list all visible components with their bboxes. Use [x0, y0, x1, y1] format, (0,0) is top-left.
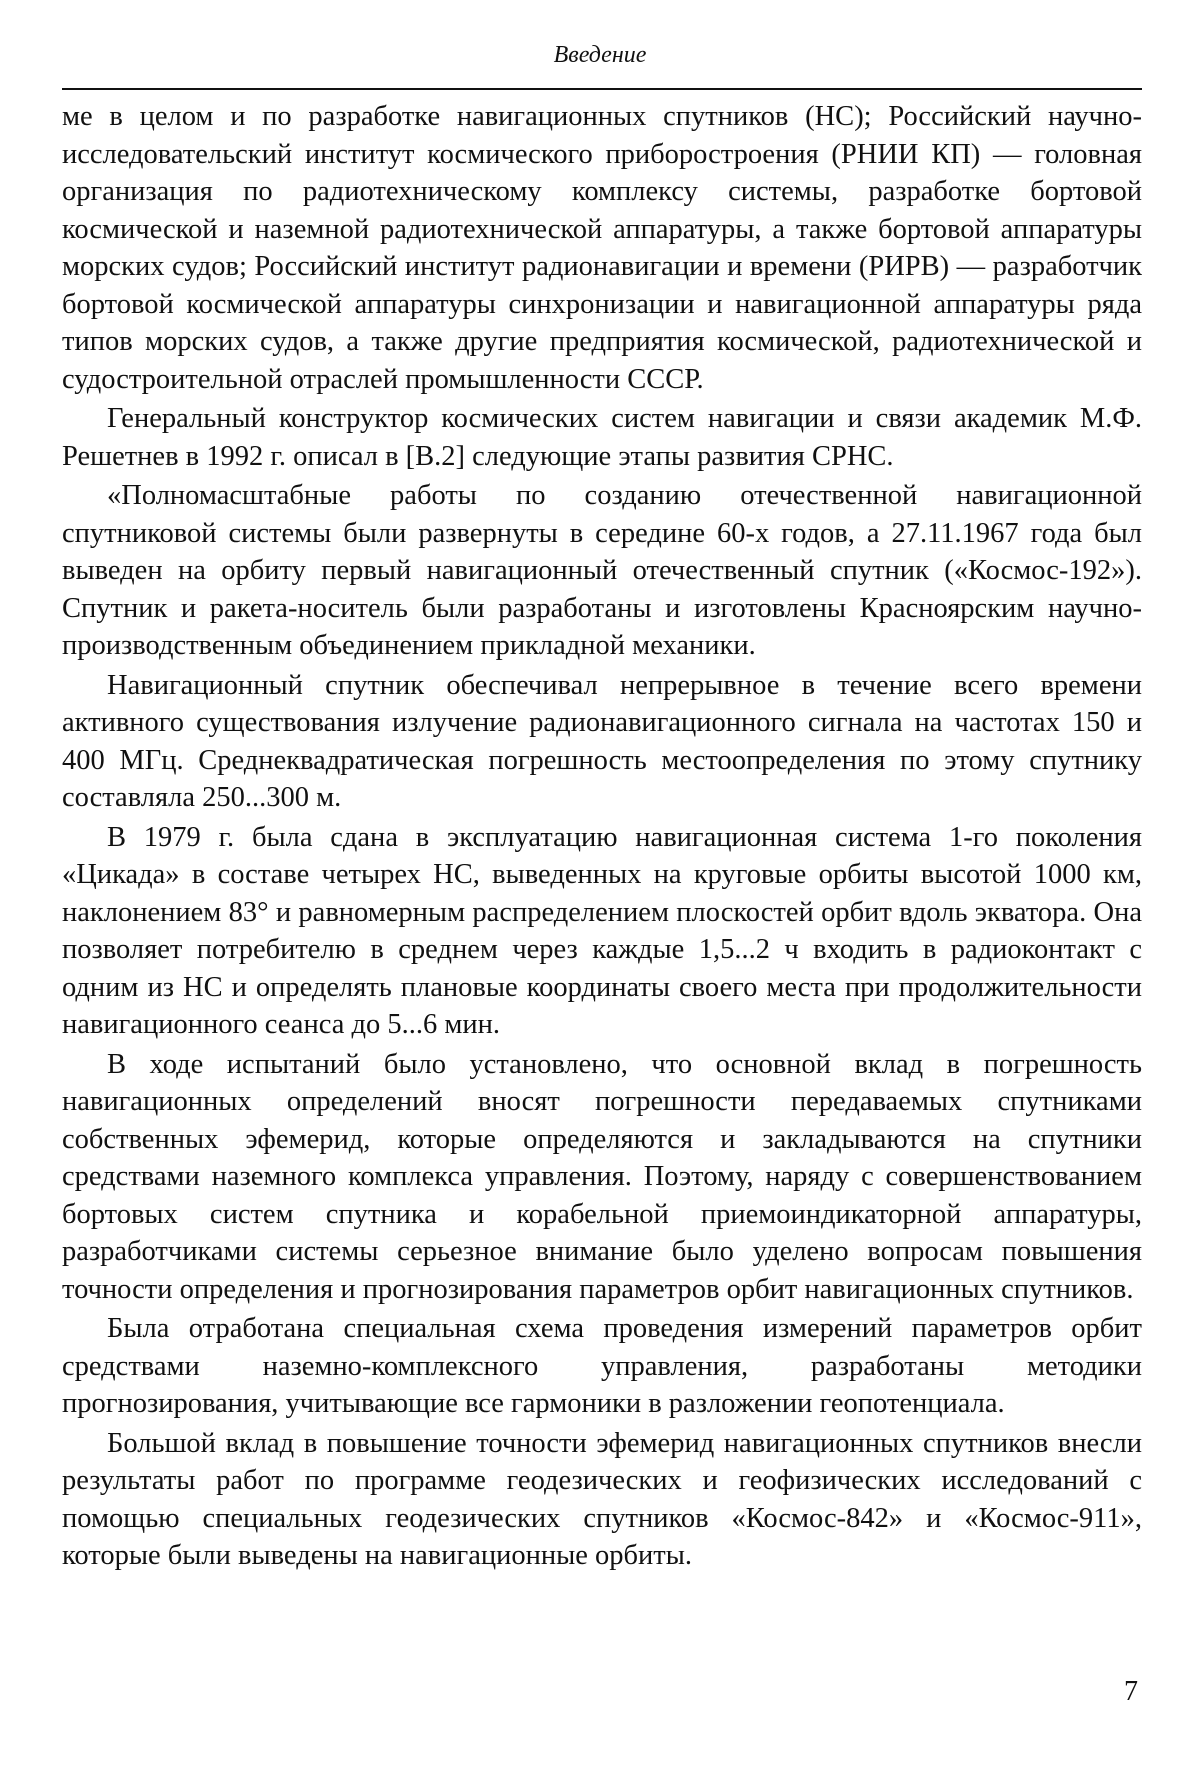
paragraph: «Полномасштабные работы по созданию отечественной навигационной спутниковой системы были развернуты в середине 60-х годов, а 27.11.1967 года был выведен на орбиту первый навигационный отечественный спутник («Космос-192»). Спутник и ракета-носитель были разработаны и изготовлены Красноярским научно-производственным объединением прикладной механики. — [62, 480, 1142, 661]
body-text — [62, 98, 1142, 1577]
running-head: Введение — [553, 42, 647, 68]
paragraph: Навигационный спутник обеспечивал непрерывное в течение всего времени активного существования излучение радионавигационного сигнала на частотах 150 и 400 МГц. Среднеквадратическая погрешность местоопределения по этому спутнику составляла 250...300 м. — [62, 669, 1142, 813]
page-number: 7 — [1124, 1676, 1138, 1707]
paragraph: В 1979 г. была сдана в эксплуатацию навигационная система 1-го поколения «Цикада» в составе четырех НС, выведенных на круговые орбиты высотой 1000 км, наклонением 83° и равномерным распределением плоскостей орбит вдоль экватора. Она позволяет потребителю в среднем через каждые 1,5...2 ч входить в радиоконтакт с одним из НС и определять плановые координаты своего места при продолжительности навигационного сеанса до 5...6 мин. — [62, 821, 1142, 1040]
paragraph: Генеральный конструктор космических систем навигации и связи академик М.Ф. Решетнев в 1992 г. описал в [В.2] следующие этапы развития СРНС. — [62, 403, 1142, 472]
paragraph-continued: ме в целом и по разработке навигационных спутников (НС); Российский научно-исследовательский институт космического приборостроения (РНИИ КП) — головная организация по радиотехническому комплексу системы, разработке бортовой космической и наземной радиотехнической аппаратуры, а также бортовой аппаратуры морских судов; Российский институт радионавигации и времени (РИРВ) — разработчик бортовой космической аппаратуры синхронизации и навигационной аппаратуры ряда типов морских судов, а также другие предприятия космической, радиотехнической и судостроительной отраслей промышленности СССР. — [62, 101, 1142, 395]
paragraph: В ходе испытаний было установлено, что основной вклад в погрешность навигационных определений вносят погрешности передаваемых спутниками собственных эфемерид, которые определяются и закладываются на спутники средствами наземного комплекса управления. Поэтому, наряду с совершенствованием бортовых систем спутника и корабельной приемоиндикаторной аппаратуры, разработчиками системы серьезное внимание было уделено вопросам повышения точности определения и прогнозирования параметров орбит навигационных спутников. — [62, 1048, 1142, 1305]
paragraph: Большой вклад в повышение точности эфемерид навигационных спутников внесли результаты работ по программе геодезических и геофизических исследований с помощью специальных геодезических спутников «Космос-842» и «Космос-911», которые были выведены на навигационные орбиты. — [62, 1427, 1142, 1571]
paragraph: Была отработана специальная схема проведения измерений параметров орбит средствами наземно-комплексного управления, разработаны методики прогнозирования, учитывающие все гармоники в разложении геопотенциала. — [62, 1313, 1142, 1419]
header-rule — [62, 88, 1142, 90]
